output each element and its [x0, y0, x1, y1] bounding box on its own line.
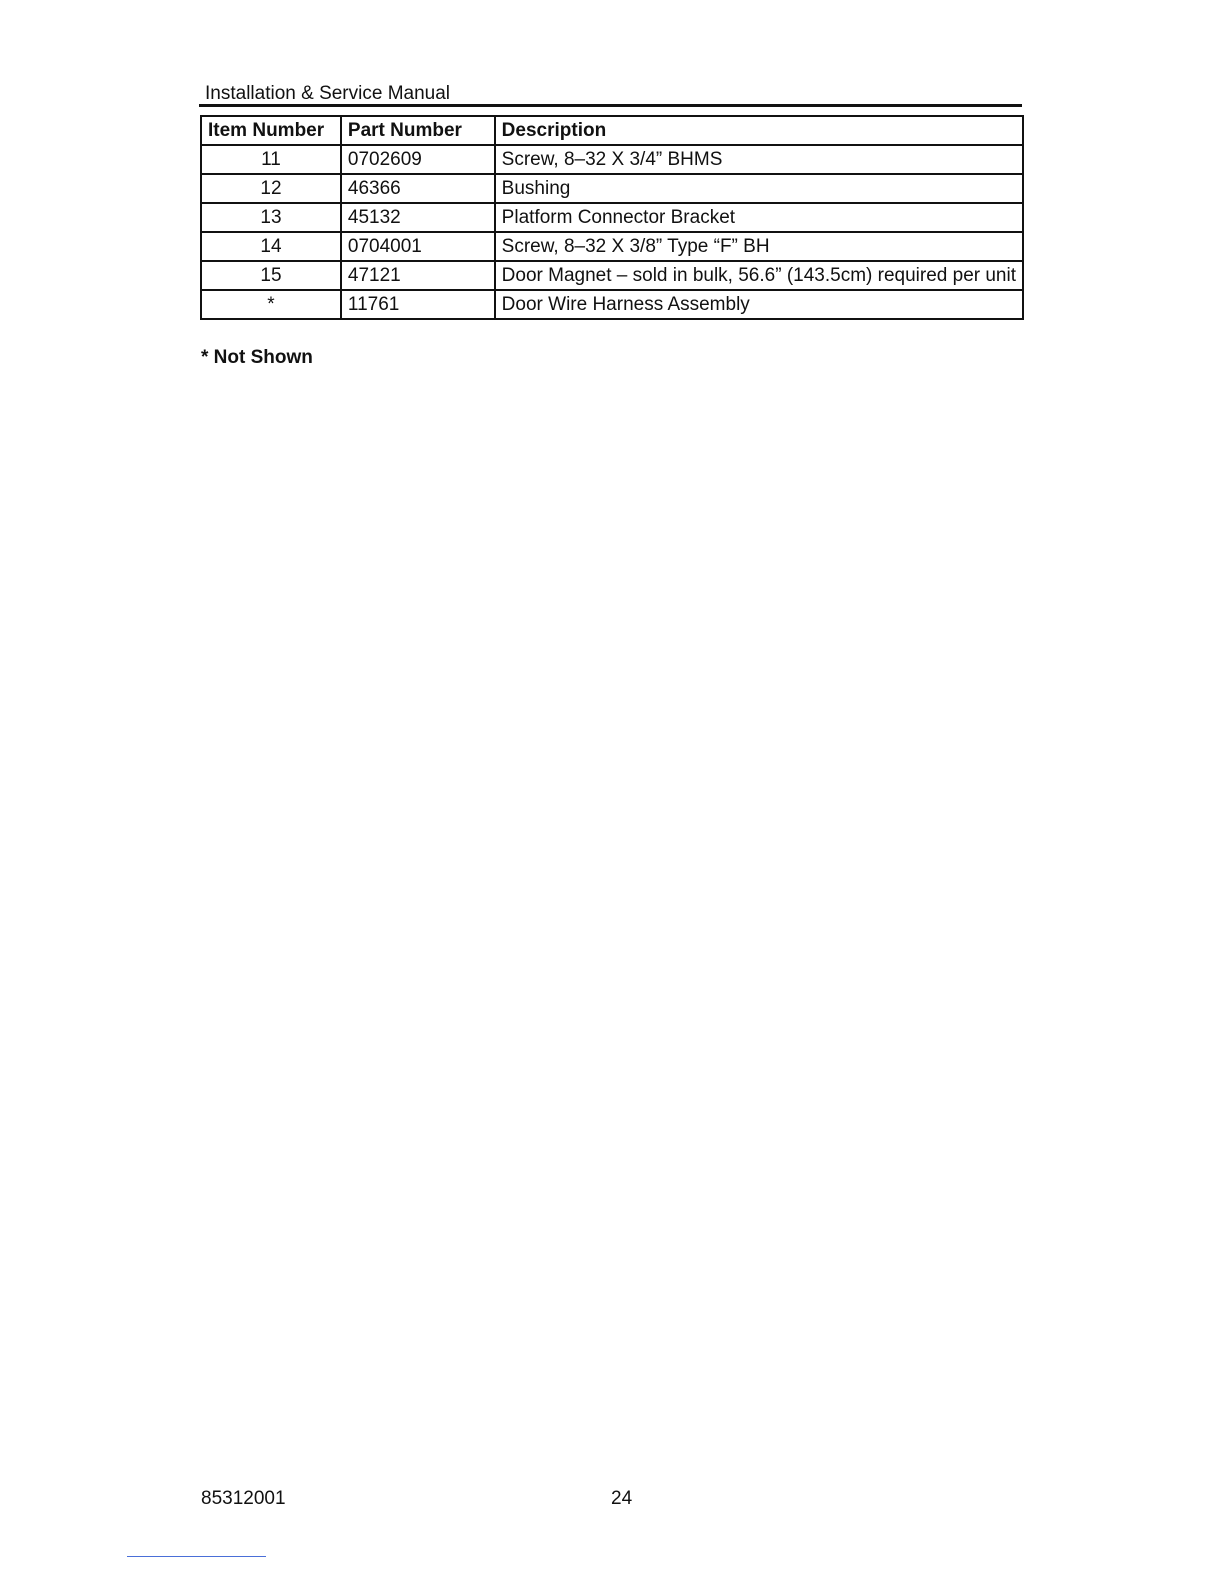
description-cell: Screw, 8–32 X 3/4” BHMS — [495, 145, 1023, 174]
table-row — [201, 203, 1023, 232]
part-number-cell: 45132 — [341, 203, 495, 232]
item-number-cell: 13 — [201, 203, 341, 232]
description-cell: Platform Connector Bracket — [495, 203, 1023, 232]
table-header-row — [201, 116, 1023, 145]
table-body — [201, 145, 1023, 319]
table-row — [201, 261, 1023, 290]
item-number-cell: * — [201, 290, 341, 319]
column-header-description: Description — [495, 116, 1023, 145]
column-header-item-number: Item Number — [201, 116, 341, 145]
not-shown-footnote: * Not Shown — [201, 347, 313, 368]
description-cell: Screw, 8–32 X 3/8” Type “F” BH — [495, 232, 1023, 261]
part-number-cell: 47121 — [341, 261, 495, 290]
part-number-cell: 0704001 — [341, 232, 495, 261]
header-rule — [199, 104, 1022, 107]
item-number-cell: 15 — [201, 261, 341, 290]
description-cell: Door Magnet – sold in bulk, 56.6” (143.5cm) required per unit — [495, 261, 1023, 290]
parts-table — [200, 115, 1024, 320]
bottom-edge-line — [127, 1556, 266, 1557]
document-number: 85312001 — [201, 1488, 286, 1509]
item-number-cell: 12 — [201, 174, 341, 203]
table-row — [201, 232, 1023, 261]
description-cell: Door Wire Harness Assembly — [495, 290, 1023, 319]
item-number-cell: 11 — [201, 145, 341, 174]
table-row — [201, 174, 1023, 203]
description-cell: Bushing — [495, 174, 1023, 203]
part-number-cell: 11761 — [341, 290, 495, 319]
column-header-part-number: Part Number — [341, 116, 495, 145]
table-row — [201, 145, 1023, 174]
item-number-cell: 14 — [201, 232, 341, 261]
table-header — [201, 116, 1023, 145]
part-number-cell: 46366 — [341, 174, 495, 203]
table-row — [201, 290, 1023, 319]
part-number-cell: 0702609 — [341, 145, 495, 174]
page-number: 24 — [611, 1488, 633, 1509]
header-title: Installation & Service Manual — [205, 83, 451, 104]
